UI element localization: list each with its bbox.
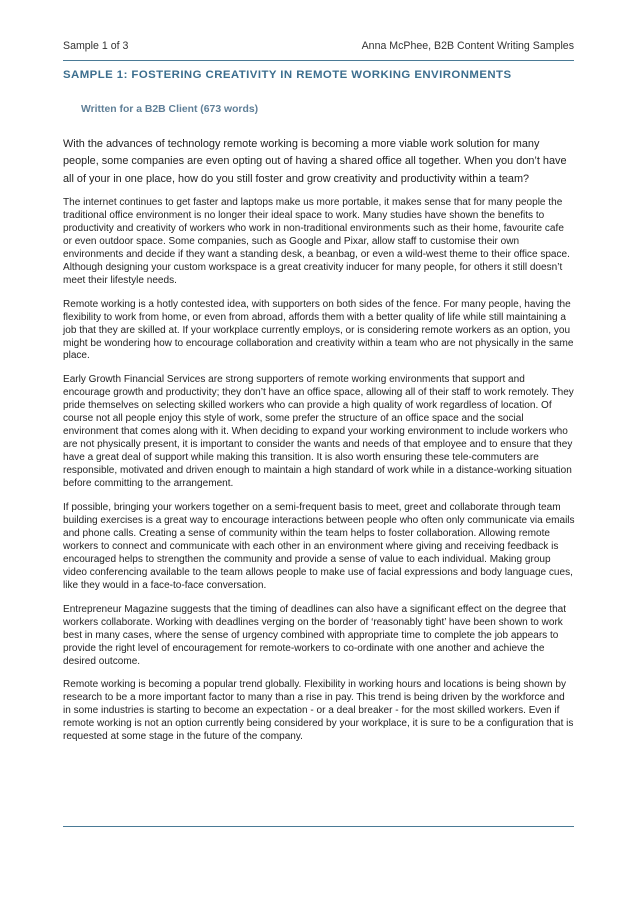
intro-paragraph: With the advances of technology remote working is becoming a more viable work solution for many people, some companies are even opting out of having a shared office all together. When you don’t have all of your in one place, how do you still foster and grow creativity and productivity within a team?	[63, 138, 567, 185]
sample-title: SAMPLE 1: FOSTERING CREATIVITY IN REMOTE WORKING ENVIRONMENTS	[63, 69, 512, 81]
body-paragraph: The internet continues to get faster and laptops make us more portable, it makes sense that for many people the traditional office environment is no longer their ideal space to work. Many studies have shown the benefits to productivity and creativity of workers who work in non-traditional environments such as their home, favourite cafe or even outdoor space. Some companies, such as Google and Pixar, allow staff to customise their own environments and decide if they want a standing desk, a beanbag, or even a wild-west theme to their office space. Although designing your custom workspace is a great creativity inducer for many people, for others it still doesn’t meet their lifestyle needs.	[63, 197, 570, 286]
sample-counter: Sample 1 of 3	[63, 40, 129, 52]
body-paragraph: Early Growth Financial Services are strong supporters of remote working environments that support and encourage growth and productivity; they don’t have an office space, allowing all of their staff to work remotely. They pride themselves on selecting skilled workers who can provide a high quality of work regardless of location. Of course not all people enjoy this style of work, some prefer the structure of an office space and the social environment that comes along with it. When deciding to expand your working environment to include workers who are not physically present, it is important to consider the wants and needs of that employee and to ensure that they have a great deal of support while making this transition. It is also worth ensuring these tele-commuters are responsible, motivated and driven enough to maintain a high standard of work while in a distance-working situation before committing to the arrangement.	[63, 374, 574, 490]
footer-divider	[63, 826, 574, 827]
body-paragraph: If possible, bringing your workers together on a semi-frequent basis to meet, greet and collaborate through team building exercises is a great way to encourage interactions between people who often only communicate via emails and phone calls. Creating a sense of community within the team helps to foster collaboration. Allowing remote workers to connect and communicate with each other in an environment where giving and receiving feedback is encouraged helps to strengthen the community and provide a sense of value to each individual. Making group video conferencing available to the team allows people to make use of facial expressions and body language cues, like they would in a face-to-face conversation.	[63, 502, 575, 591]
header-divider	[63, 60, 574, 61]
body-paragraph: Remote working is a hotly contested idea, with supporters on both sides of the fence. For many people, having the flexibility to work from home, or even from abroad, affords them with a better quality of life while still maintaining a job that they are skilled at. If your workplace currently employs, or is considering remote workers as an option, you might be wondering how to encourage collaboration and creativity within a team who are not physically in the same place.	[63, 298, 574, 362]
body-paragraph: Remote working is becoming a popular trend globally. Flexibility in working hours and locations is being shown by research to be a more important factor to many than a rise in pay. This trend is being driven by the workforce and in some industries is starting to become an expectation - or a deal breaker - for the most skilled workers. Even if remote working is not an option currently being considered by your workplace, it is sure to be a configuration that is requested at some stage in the future of the company.	[63, 679, 574, 743]
client-subtitle: Written for a B2B Client (673 words)	[81, 104, 259, 115]
article-body	[63, 197, 575, 755]
author-credit: Anna McPhee, B2B Content Writing Samples	[361, 40, 574, 52]
body-paragraph: Entrepreneur Magazine suggests that the timing of deadlines can also have a significant effect on the degree that workers collaborate. Working with deadlines verging on the border of ‘reasonably tight’ have been shown to work best in many cases, where the sense of urgency combined with appropriate time to complete the job appears to provide the right level of encouragement for remote-workers to co-ordinate with one another and achieve the desired outcome.	[63, 603, 567, 667]
